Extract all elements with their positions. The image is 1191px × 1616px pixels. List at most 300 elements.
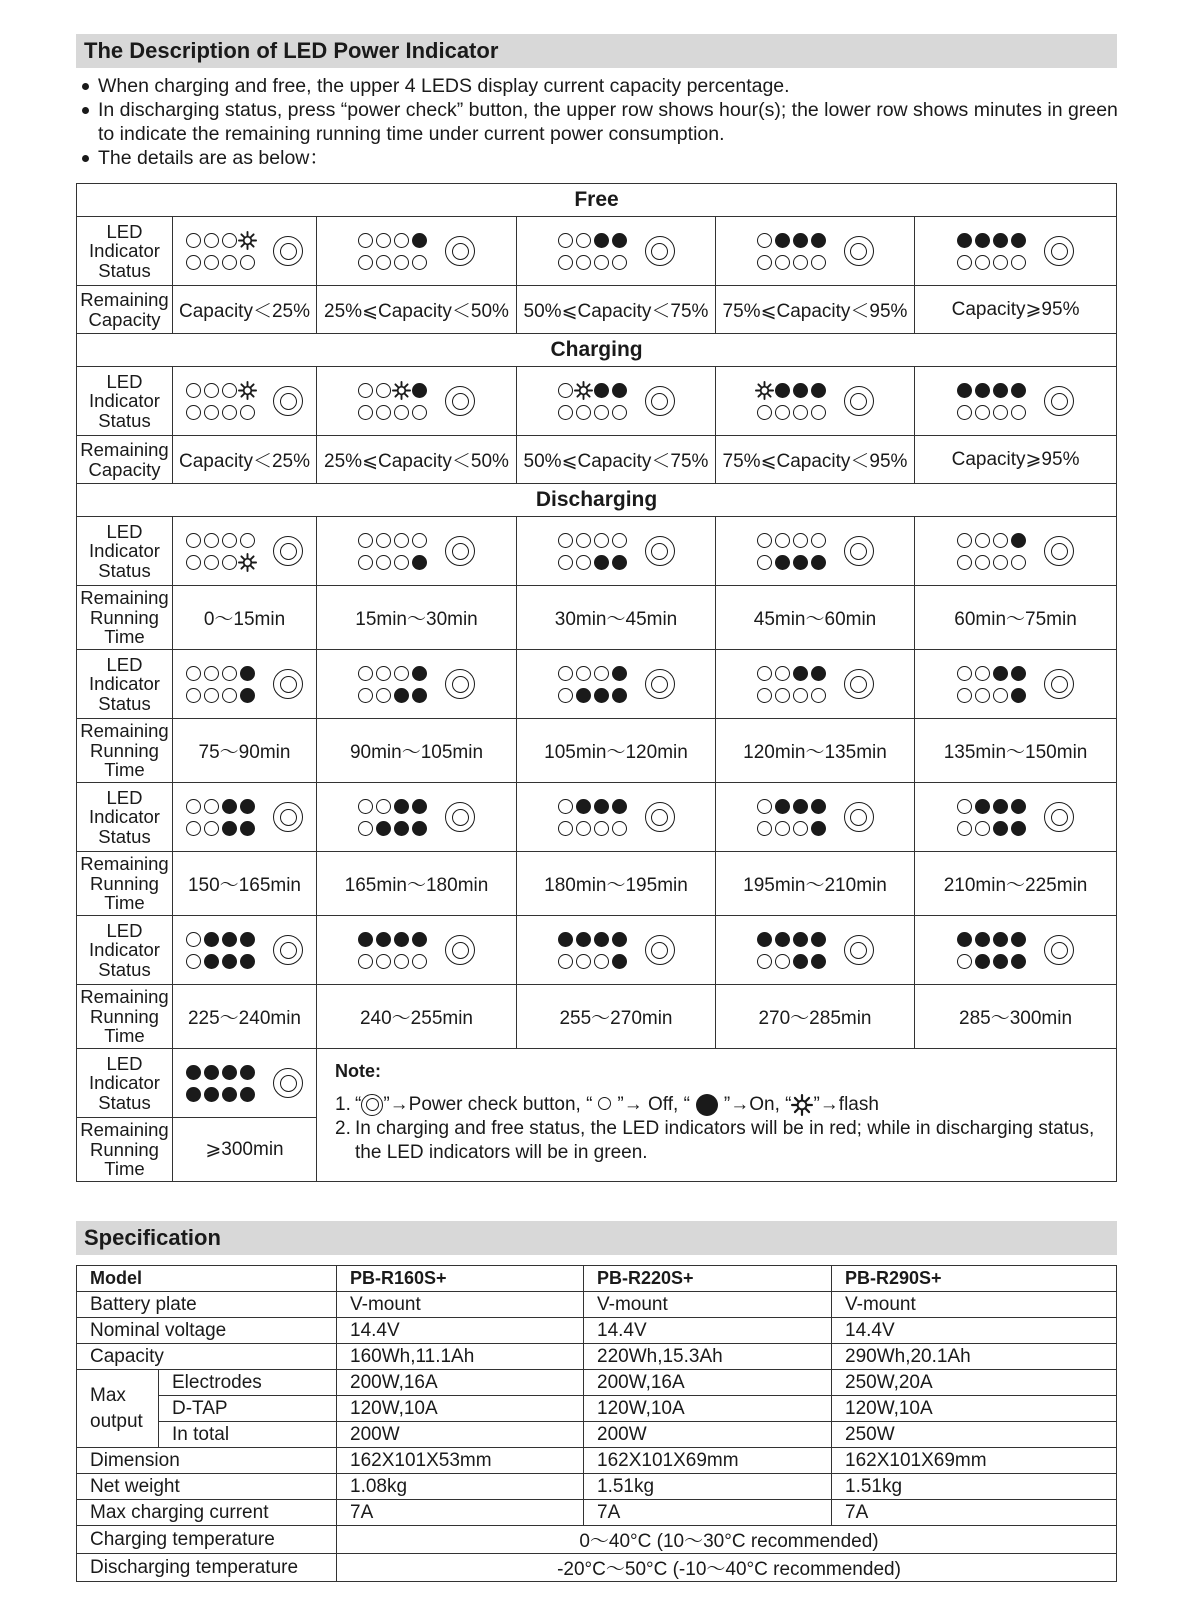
led-off-icon	[975, 666, 990, 681]
led-status-cell	[173, 783, 317, 852]
led-on-icon	[612, 233, 627, 248]
led-on-icon	[376, 821, 391, 836]
led-off-icon	[394, 533, 409, 548]
spec-label: Capacity	[77, 1344, 337, 1370]
max-label-2: output	[90, 1410, 143, 1432]
led-row	[957, 383, 1026, 398]
spec-value: 200W	[337, 1422, 584, 1448]
led-off-icon	[775, 533, 790, 548]
led-on-icon	[412, 688, 427, 703]
led-off-icon	[204, 383, 219, 398]
led-off-icon	[204, 666, 219, 681]
bullet-1: When charging and free, the upper 4 LEDS display current capacity percentage.	[80, 74, 1120, 98]
value-cell: 75%⩽Capacity＜95%	[716, 286, 915, 334]
row-label: Remaining Running Time	[77, 719, 173, 783]
led-on-icon	[993, 383, 1008, 398]
led-on-icon	[204, 1065, 219, 1080]
power-check-icon	[645, 386, 675, 416]
led-off-icon	[358, 255, 373, 270]
led-row	[558, 799, 627, 814]
led-off-icon	[975, 555, 990, 570]
led-on-icon	[1011, 954, 1026, 969]
led-off-icon	[775, 405, 790, 420]
note-text: ”→On, “	[723, 1094, 792, 1115]
power-check-icon	[844, 386, 874, 416]
led-status-cell	[173, 1049, 317, 1118]
note-title: Note:	[335, 1061, 381, 1081]
led-status-label: LED Indicator Status	[77, 650, 173, 719]
value-cell: ⩾300min	[173, 1118, 317, 1182]
led-status-cell	[517, 217, 716, 286]
spec-value: V-mount	[584, 1292, 832, 1318]
led-section-title: The Description of LED Power Indicator	[76, 34, 1117, 68]
spec-sub-label: D-TAP	[159, 1396, 337, 1422]
value-cell: 240～255min	[317, 985, 517, 1049]
led-status-cell	[317, 217, 517, 286]
led-status-cell	[716, 650, 915, 719]
led-off-icon	[612, 821, 627, 836]
led-status-cell	[317, 916, 517, 985]
led-off-icon	[186, 799, 201, 814]
led-row	[186, 233, 255, 248]
led-on-icon	[222, 799, 237, 814]
led-on-icon	[612, 954, 627, 969]
value-cell: Capacity＜25%	[173, 436, 317, 484]
led-row	[186, 1087, 255, 1102]
led-on-icon	[957, 233, 972, 248]
row-label: Remaining Capacity	[77, 436, 173, 484]
led-status-cell	[915, 367, 1117, 436]
led-off-icon	[204, 405, 219, 420]
led-on-icon	[775, 555, 790, 570]
led-row	[186, 932, 255, 947]
spec-value: 1.51kg	[584, 1474, 832, 1500]
led-off-icon	[394, 555, 409, 570]
led-on-icon	[594, 932, 609, 947]
led-off-icon	[598, 1097, 611, 1110]
value-cell: 105min～120min	[517, 719, 716, 783]
led-off-icon	[558, 255, 573, 270]
value-cell: 45min～60min	[716, 586, 915, 650]
group-header: Discharging	[77, 484, 1117, 517]
led-on-icon	[240, 799, 255, 814]
led-on-icon	[612, 932, 627, 947]
value-cell: 25%⩽Capacity＜50%	[317, 286, 517, 334]
led-row	[358, 821, 427, 836]
led-off-icon	[358, 799, 373, 814]
led-row	[358, 255, 427, 270]
led-status-row	[77, 1049, 1117, 1118]
led-off-icon	[775, 255, 790, 270]
led-off-icon	[576, 821, 591, 836]
led-on-icon	[957, 383, 972, 398]
spec-model-name: PB-R160S+	[337, 1266, 584, 1292]
led-off-icon	[186, 954, 201, 969]
spec-value: 162X101X69mm	[584, 1448, 832, 1474]
led-off-icon	[594, 255, 609, 270]
led-on-icon	[412, 821, 427, 836]
group-header-row	[77, 184, 1117, 217]
led-row	[558, 383, 627, 398]
led-on-icon	[793, 954, 808, 969]
led-on-icon	[993, 821, 1008, 836]
led-off-icon	[957, 799, 972, 814]
led-row	[757, 405, 826, 420]
value-cell: 50%⩽Capacity＜75%	[517, 286, 716, 334]
led-row	[757, 233, 826, 248]
led-status-cell	[173, 650, 317, 719]
led-status-cell	[517, 367, 716, 436]
power-check-icon	[645, 536, 675, 566]
led-off-icon	[376, 555, 391, 570]
led-flash-icon	[757, 383, 772, 398]
led-status-cell	[915, 517, 1117, 586]
led-row	[186, 688, 255, 703]
led-on-icon	[412, 932, 427, 947]
led-on-icon	[793, 383, 808, 398]
led-on-icon	[811, 383, 826, 398]
intro-bullets	[80, 74, 1120, 170]
led-off-icon	[757, 255, 772, 270]
led-status-cell	[716, 217, 915, 286]
led-status-cell	[173, 367, 317, 436]
power-check-icon	[361, 1094, 383, 1116]
power-check-icon	[445, 802, 475, 832]
led-row	[358, 954, 427, 969]
led-row	[957, 233, 1026, 248]
led-row	[558, 533, 627, 548]
led-on-icon	[576, 932, 591, 947]
led-off-icon	[186, 533, 201, 548]
spec-label: Battery plate	[77, 1292, 337, 1318]
bullet-3: The details are as below：	[80, 146, 1120, 170]
led-off-icon	[558, 666, 573, 681]
led-off-icon	[594, 533, 609, 548]
led-off-icon	[558, 533, 573, 548]
led-off-icon	[757, 555, 772, 570]
led-row	[358, 405, 427, 420]
led-off-icon	[757, 954, 772, 969]
led-off-icon	[576, 533, 591, 548]
led-status-label: LED Indicator Status	[77, 1049, 173, 1118]
led-on-icon	[240, 821, 255, 836]
spec-value: 7A	[337, 1500, 584, 1526]
led-off-icon	[412, 405, 427, 420]
led-on-icon	[1011, 233, 1026, 248]
led-on-icon	[204, 1087, 219, 1102]
led-off-icon	[757, 533, 772, 548]
value-cell: 50%⩽Capacity＜75%	[517, 436, 716, 484]
led-on-icon	[1011, 799, 1026, 814]
note-text: ”→Power check button, “	[383, 1094, 593, 1115]
power-check-icon	[1044, 236, 1074, 266]
led-status-cell	[173, 916, 317, 985]
led-off-icon	[775, 954, 790, 969]
led-on-icon	[1011, 383, 1026, 398]
led-off-icon	[975, 255, 990, 270]
led-off-icon	[358, 233, 373, 248]
led-status-cell	[915, 916, 1117, 985]
spec-value: 120W,10A	[832, 1396, 1117, 1422]
led-off-icon	[394, 954, 409, 969]
led-status-label: LED Indicator Status	[77, 367, 173, 436]
spec-value: 0～40°C (10～30°C recommended)	[337, 1526, 1117, 1554]
spec-value: V-mount	[337, 1292, 584, 1318]
led-off-icon	[186, 688, 201, 703]
led-row	[186, 555, 255, 570]
led-on-icon	[612, 666, 627, 681]
power-check-icon	[844, 802, 874, 832]
led-row	[757, 555, 826, 570]
led-off-icon	[376, 666, 391, 681]
row-label: Remaining Capacity	[77, 286, 173, 334]
led-status-cell	[915, 217, 1117, 286]
value-row	[77, 985, 1117, 1049]
led-off-icon	[394, 255, 409, 270]
led-row	[558, 666, 627, 681]
led-status-cell	[716, 367, 915, 436]
value-row	[77, 436, 1117, 484]
led-on-icon	[222, 821, 237, 836]
led-on-icon	[811, 555, 826, 570]
led-on-icon	[412, 233, 427, 248]
led-status-row	[77, 217, 1117, 286]
led-off-icon	[957, 688, 972, 703]
led-on-icon	[412, 555, 427, 570]
bullet-2: In discharging status, press “power check” button, the upper row shows hour(s); the lower row shows minutes in green to indicate the remaining running time under current power consumption.	[80, 98, 1120, 146]
row-label: Remaining Running Time	[77, 586, 173, 650]
spec-row	[77, 1318, 1117, 1344]
max-label-1: Max	[90, 1384, 126, 1406]
spec-value: 120W,10A	[584, 1396, 832, 1422]
led-off-icon	[993, 688, 1008, 703]
led-off-icon	[204, 821, 219, 836]
led-row	[358, 688, 427, 703]
led-on-icon	[811, 799, 826, 814]
led-row	[957, 954, 1026, 969]
led-off-icon	[1011, 255, 1026, 270]
note-num: 1.	[335, 1094, 351, 1115]
led-off-icon	[412, 255, 427, 270]
group-header: Free	[77, 184, 1117, 217]
led-on-icon	[594, 688, 609, 703]
power-check-icon	[844, 536, 874, 566]
spec-row	[77, 1370, 1117, 1396]
led-on-icon	[975, 954, 990, 969]
led-off-icon	[204, 533, 219, 548]
power-check-icon	[273, 236, 303, 266]
group-header-row	[77, 484, 1117, 517]
power-check-icon	[1044, 536, 1074, 566]
led-off-icon	[975, 821, 990, 836]
led-on-icon	[612, 383, 627, 398]
led-on-icon	[240, 932, 255, 947]
power-check-icon	[645, 236, 675, 266]
spec-model-name: PB-R290S+	[832, 1266, 1117, 1292]
led-status-row	[77, 783, 1117, 852]
spec-label: Max charging current	[77, 1500, 337, 1526]
led-on-icon	[222, 954, 237, 969]
led-off-icon	[1011, 405, 1026, 420]
led-on-icon	[358, 932, 373, 947]
led-row	[186, 954, 255, 969]
led-off-icon	[204, 233, 219, 248]
spec-header-row	[77, 1266, 1117, 1292]
value-cell: 90min～105min	[317, 719, 517, 783]
value-cell: 195min～210min	[716, 852, 915, 916]
led-row	[358, 555, 427, 570]
led-row	[558, 932, 627, 947]
led-off-icon	[358, 954, 373, 969]
power-check-icon	[445, 669, 475, 699]
led-row	[558, 255, 627, 270]
led-off-icon	[376, 233, 391, 248]
value-cell: 75%⩽Capacity＜95%	[716, 436, 915, 484]
led-row	[186, 821, 255, 836]
led-status-cell	[716, 517, 915, 586]
led-on-icon	[240, 954, 255, 969]
led-off-icon	[993, 533, 1008, 548]
led-off-icon	[412, 533, 427, 548]
led-off-icon	[775, 666, 790, 681]
led-row	[358, 233, 427, 248]
led-off-icon	[558, 405, 573, 420]
led-status-cell	[517, 916, 716, 985]
led-row	[757, 533, 826, 548]
spec-max-output-label	[77, 1370, 159, 1448]
led-on-icon	[757, 932, 772, 947]
led-status-cell	[517, 650, 716, 719]
spec-row	[77, 1526, 1117, 1554]
power-check-icon	[844, 935, 874, 965]
led-off-icon	[793, 533, 808, 548]
led-off-icon	[358, 555, 373, 570]
led-off-icon	[376, 255, 391, 270]
led-off-icon	[975, 533, 990, 548]
value-cell: 75～90min	[173, 719, 317, 783]
led-status-cell	[716, 916, 915, 985]
spec-row	[77, 1448, 1117, 1474]
spec-value: 200W,16A	[337, 1370, 584, 1396]
spec-value: 200W,16A	[584, 1370, 832, 1396]
led-on-icon	[775, 799, 790, 814]
led-on-icon	[612, 555, 627, 570]
led-row	[186, 799, 255, 814]
group-header: Charging	[77, 334, 1117, 367]
led-status-cell	[915, 783, 1117, 852]
led-on-icon	[1011, 821, 1026, 836]
led-on-icon	[1011, 666, 1026, 681]
spec-value: 1.08kg	[337, 1474, 584, 1500]
spec-sub-label: Electrodes	[159, 1370, 337, 1396]
value-cell: 0～15min	[173, 586, 317, 650]
power-check-icon	[445, 536, 475, 566]
led-on-icon	[412, 799, 427, 814]
led-off-icon	[376, 799, 391, 814]
led-off-icon	[186, 555, 201, 570]
led-on-icon	[576, 688, 591, 703]
led-row	[186, 255, 255, 270]
led-on-icon	[993, 799, 1008, 814]
led-status-cell	[317, 367, 517, 436]
spec-value: 1.51kg	[832, 1474, 1117, 1500]
led-off-icon	[957, 405, 972, 420]
note-box	[317, 1049, 1117, 1182]
row-label: Remaining Running Time	[77, 985, 173, 1049]
led-on-icon	[793, 233, 808, 248]
led-on-icon	[993, 233, 1008, 248]
led-row	[558, 555, 627, 570]
spec-value: 7A	[832, 1500, 1117, 1526]
led-off-icon	[394, 233, 409, 248]
led-status-cell	[915, 650, 1117, 719]
value-row	[77, 586, 1117, 650]
power-check-icon	[844, 236, 874, 266]
led-off-icon	[757, 821, 772, 836]
led-status-cell	[317, 650, 517, 719]
led-off-icon	[186, 383, 201, 398]
led-off-icon	[594, 405, 609, 420]
led-off-icon	[612, 255, 627, 270]
led-on-icon	[1011, 688, 1026, 703]
spec-value: 14.4V	[584, 1318, 832, 1344]
led-off-icon	[204, 555, 219, 570]
led-off-icon	[993, 405, 1008, 420]
led-status-cell	[517, 517, 716, 586]
led-off-icon	[376, 533, 391, 548]
power-check-icon	[273, 935, 303, 965]
power-check-icon	[1044, 386, 1074, 416]
led-off-icon	[775, 821, 790, 836]
led-on-icon	[594, 233, 609, 248]
power-check-icon	[645, 935, 675, 965]
led-row	[757, 821, 826, 836]
led-row	[757, 799, 826, 814]
led-off-icon	[957, 255, 972, 270]
led-on-icon	[957, 932, 972, 947]
led-status-label: LED Indicator Status	[77, 916, 173, 985]
led-on-icon	[1011, 533, 1026, 548]
led-row	[358, 383, 427, 398]
led-off-icon	[222, 688, 237, 703]
led-off-icon	[612, 405, 627, 420]
led-on-icon	[186, 1065, 201, 1080]
spec-row	[77, 1500, 1117, 1526]
led-row	[757, 666, 826, 681]
led-on-icon	[594, 383, 609, 398]
led-off-icon	[558, 383, 573, 398]
spec-value: 120W,10A	[337, 1396, 584, 1422]
led-off-icon	[1011, 555, 1026, 570]
power-check-icon	[445, 935, 475, 965]
note-text: ”→ Off, “	[617, 1094, 690, 1115]
led-off-icon	[993, 255, 1008, 270]
spec-model-name: PB-R220S+	[584, 1266, 832, 1292]
led-off-icon	[811, 405, 826, 420]
led-off-icon	[594, 666, 609, 681]
led-off-icon	[376, 688, 391, 703]
led-flash-icon	[791, 1094, 813, 1116]
led-flash-icon	[240, 383, 255, 398]
power-check-icon	[273, 802, 303, 832]
specification-table	[76, 1265, 1117, 1582]
note-text: ”→flash	[813, 1094, 879, 1115]
led-on-icon	[558, 932, 573, 947]
led-on-icon	[412, 666, 427, 681]
led-off-icon	[240, 255, 255, 270]
led-on-icon	[240, 688, 255, 703]
led-off-icon	[757, 233, 772, 248]
